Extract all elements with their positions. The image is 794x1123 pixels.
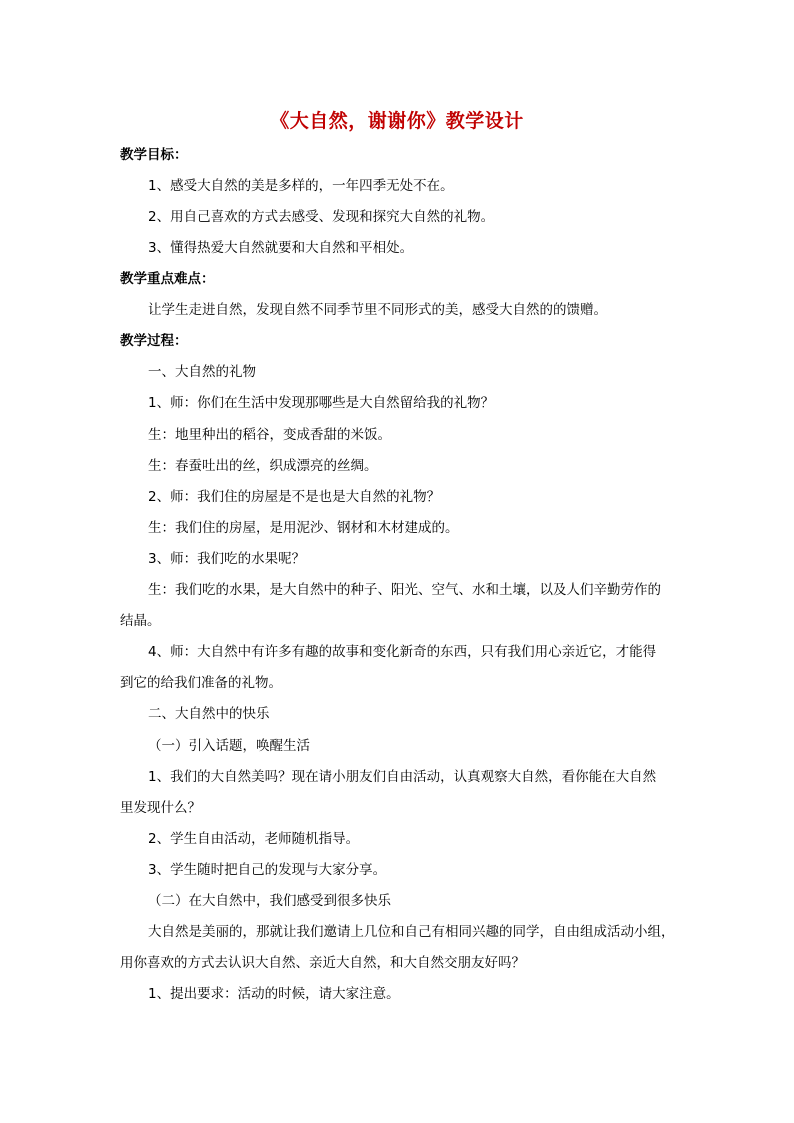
paragraph: 生：春蚕吐出的丝，织成漂亮的丝绸。 [148, 458, 378, 474]
objective-2: 2、用自己喜欢的方式去感受、发现和探究大自然的礼物。 [148, 209, 495, 225]
paragraph: 1、提出要求：活动的时候，请大家注意。 [148, 986, 400, 1002]
paragraph-continuation: 用你喜欢的方式去认识大自然、亲近大自然，和大自然交朋友好吗？ [120, 955, 525, 971]
paragraph: 生：我们吃的水果，是大自然中的种子、阳光、空气、水和土壤，以及人们辛勤劳作的 [148, 582, 661, 598]
paragraph: 生：我们住的房屋，是用泥沙、钢材和木材建成的。 [148, 520, 459, 536]
objective-1: 1、感受大自然的美是多样的，一年四季无处不在。 [148, 178, 454, 194]
paragraph: 1、师：你们在生活中发现那哪些是大自然留给我的礼物？ [148, 395, 495, 411]
subsection-heading: （一）引入话题，唤醒生活 [148, 738, 310, 754]
paragraph: 1、我们的大自然美吗？现在请小朋友们自由活动，认真观察大自然，看你能在大自然 [148, 769, 657, 785]
document-title: 《大自然，谢谢你》教学设计 [270, 110, 524, 132]
paragraph: 3、学生随时把自己的发现与大家分享。 [148, 862, 387, 878]
paragraph-continuation: 到它的给我们准备的礼物。 [120, 675, 282, 691]
paragraph-continuation: 结晶。 [120, 613, 161, 629]
section-heading-key-points: 教学重点难点： [120, 271, 215, 287]
part-two-heading: 二、大自然中的快乐 [148, 706, 270, 722]
paragraph-continuation: 里发现什么？ [120, 800, 201, 816]
paragraph: 生：地里种出的稻谷，变成香甜的米饭。 [148, 427, 391, 443]
subsection-heading: （二）在大自然中，我们感受到很多快乐 [148, 893, 391, 909]
paragraph: 大自然是美丽的，那就让我们邀请上几位和自己有相同兴趣的同学，自由组成活动小组， [148, 924, 675, 940]
paragraph: 3、师：我们吃的水果呢？ [148, 551, 306, 567]
objective-3: 3、懂得热爱大自然就要和大自然和平相处。 [148, 240, 414, 256]
paragraph: 2、师：我们住的房屋是不是也是大自然的礼物？ [148, 489, 441, 505]
paragraph: 2、学生自由活动，老师随机指导。 [148, 831, 360, 847]
section-heading-process: 教学过程： [120, 333, 188, 349]
key-points-text: 让学生走进自然，发现自然不同季节里不同形式的美，感受大自然的的馈赠。 [148, 302, 607, 318]
part-one-heading: 一、大自然的礼物 [148, 364, 256, 380]
section-heading-objectives: 教学目标： [120, 147, 188, 163]
paragraph: 4、师：大自然中有许多有趣的故事和变化新奇的东西，只有我们用心亲近它，才能得 [148, 644, 657, 660]
